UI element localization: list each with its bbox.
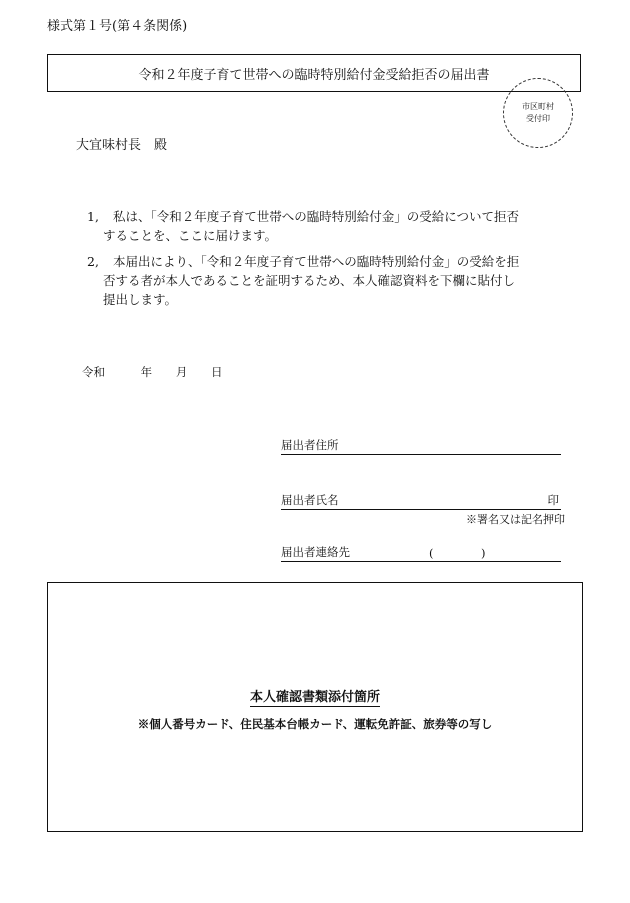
contact-field[interactable]: [281, 546, 561, 562]
item-line1: 私は、「令和２年度子育て世帯への臨時特別給付金」の受給について拒否: [113, 209, 520, 224]
date-row: [82, 364, 242, 380]
reception-stamp-area: [503, 78, 573, 148]
name-label: 届出者氏名: [281, 493, 339, 507]
seal-mark: 印: [547, 493, 559, 507]
form-number: 様式第１号(第４条関係): [47, 19, 188, 34]
address-field[interactable]: [281, 439, 561, 455]
stamp-line1: 市区町村: [522, 102, 554, 111]
addressee: 大宜味村長 殿: [76, 138, 168, 153]
item-line2: 否する者が本人であることを証明するため、本人確認資料を下欄に貼付し: [103, 273, 516, 288]
date-month: 月: [175, 365, 188, 379]
paren-close: ): [481, 546, 486, 560]
date-year: 年: [140, 365, 153, 379]
address-label: 届出者住所: [281, 438, 339, 452]
date-era: 令和: [82, 365, 105, 379]
paren-open: (: [429, 546, 434, 560]
signature-note: ※署名又は記名押印: [466, 513, 565, 526]
item-line2: することを、ここに届けます。: [103, 228, 278, 243]
name-field[interactable]: [281, 494, 561, 510]
stamp-line2: 受付印: [526, 114, 550, 123]
document-title: 令和２年度子育て世帯への臨時特別給付金受給拒否の届出書: [138, 67, 490, 83]
date-day: 日: [210, 365, 223, 379]
item-line3: 提出します。: [103, 292, 178, 307]
id-document-attachment-box: [47, 582, 583, 832]
statement-item-2: [87, 252, 557, 309]
item-number: 1,: [87, 209, 99, 224]
statement-item-1: [87, 207, 557, 245]
item-line1: 本届出により、「令和２年度子育て世帯への臨時特別給付金」の受給を拒: [113, 254, 520, 269]
id-section-note: ※個人番号カード、住民基本台帳カード、運転免許証、旅券等の写し: [137, 717, 493, 731]
id-section-title: 本人確認書類添付箇所: [249, 690, 380, 705]
contact-label: 届出者連絡先: [281, 545, 350, 559]
document-title-box: [47, 54, 581, 92]
item-number: 2,: [87, 254, 99, 269]
